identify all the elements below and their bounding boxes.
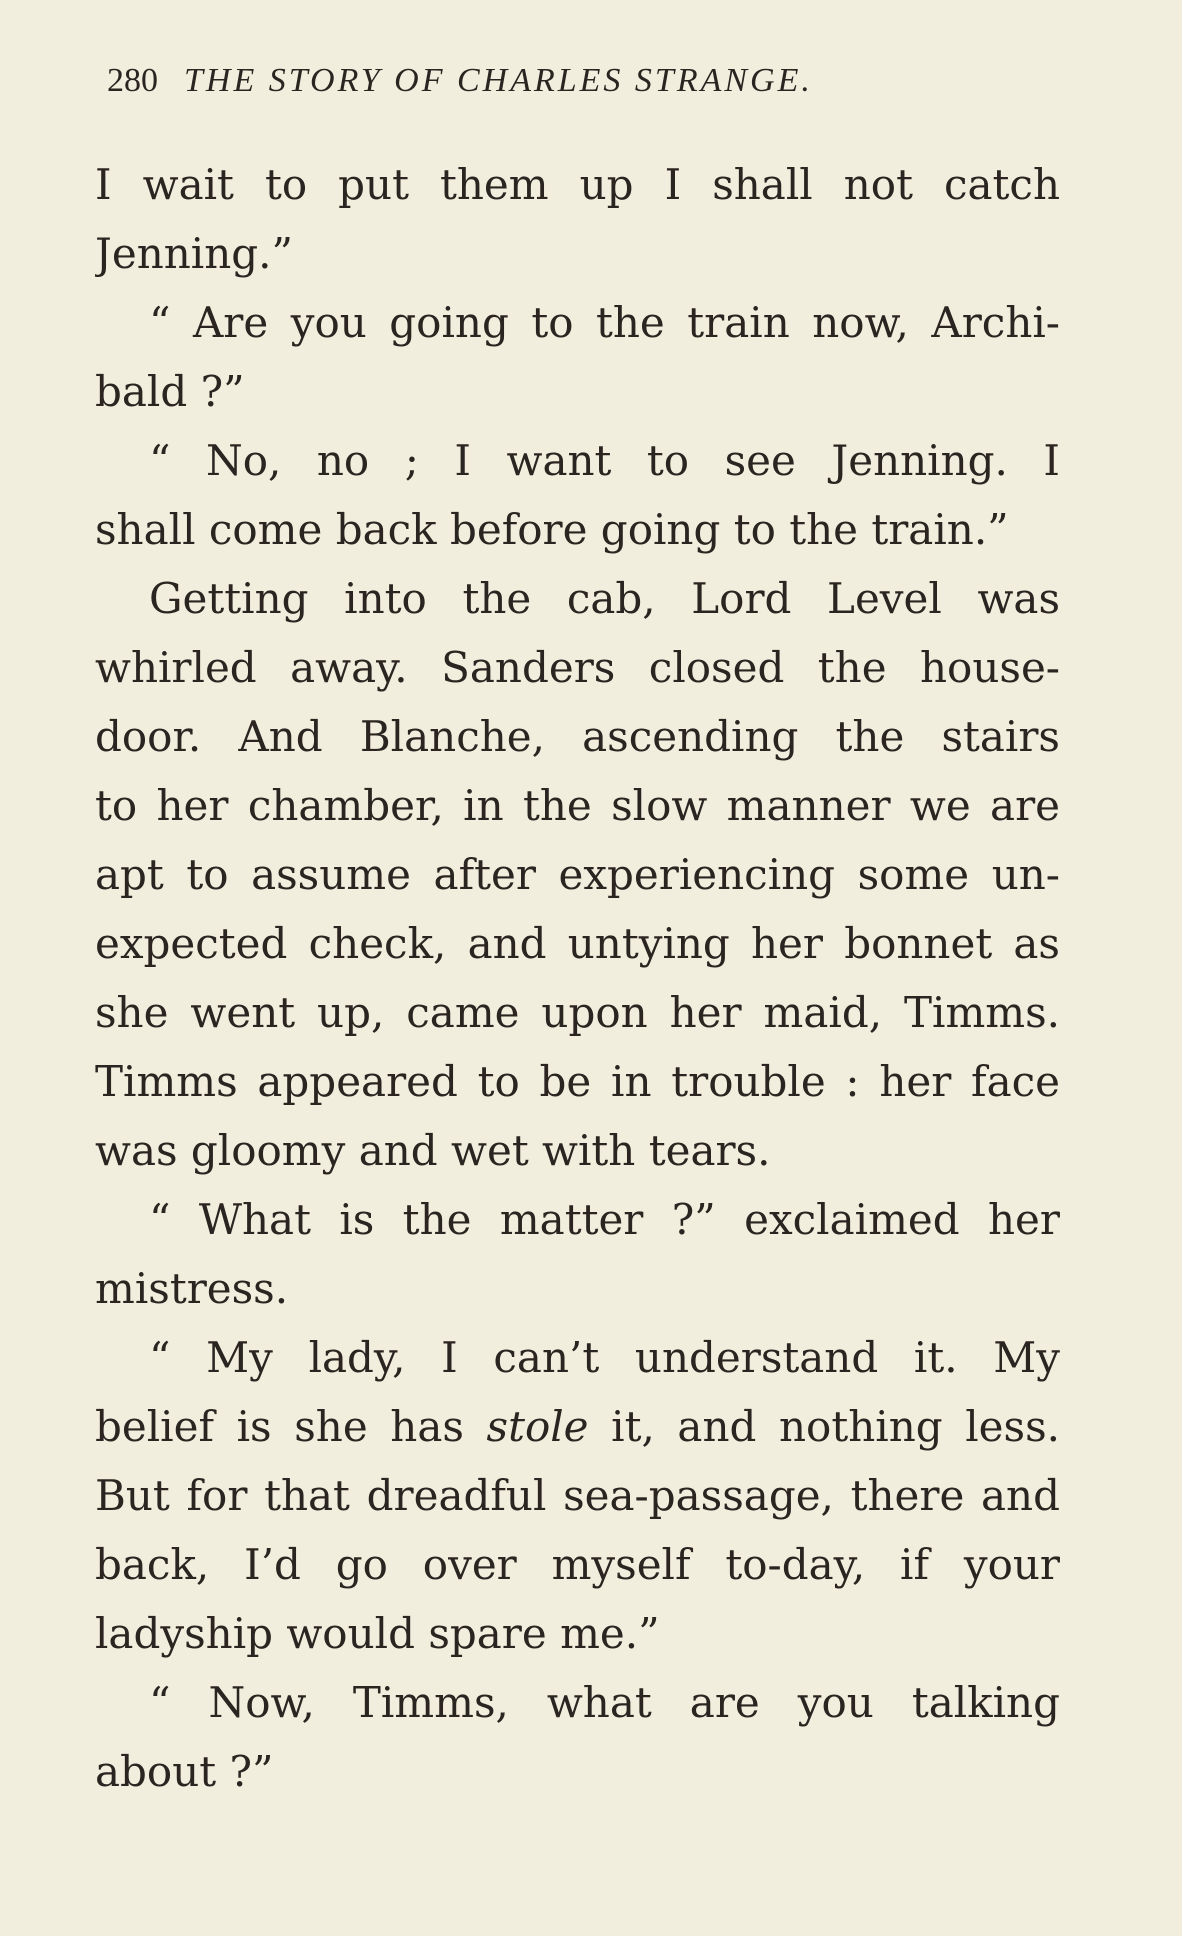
text-line: to her chamber, in the slow manner we are [95, 781, 1060, 830]
text-line: But for that dreadful sea-passage, there and [95, 1471, 1060, 1520]
text-line: “ No, no ; I want to see Jenning. I [149, 436, 1060, 485]
text-line: “ Are you going to the train now, Archi- [149, 298, 1060, 347]
italic-word: stole [486, 1402, 589, 1451]
text-line: whirled away. Sanders closed the house- [95, 643, 1060, 692]
text-line: she went up, came upon her maid, Timms. [95, 988, 1060, 1037]
text-line: door. And Blanche, ascending the stairs [95, 712, 1060, 761]
text-line: Jenning.” [95, 229, 293, 278]
text-line: shall come back before going to the train.” [95, 505, 1009, 554]
text-line: was gloomy and wet with tears. [95, 1126, 771, 1175]
text-segment: belief is she has [95, 1402, 487, 1451]
text-line: “ What is the matter ?” exclaimed her [149, 1195, 1060, 1244]
text-segment: it, and nothing less. [588, 1402, 1060, 1451]
text-line: “ My lady, I can’t understand it. My [149, 1333, 1060, 1382]
body-text [95, 150, 1060, 1806]
text-line: Getting into the cab, Lord Level was [149, 574, 1060, 623]
text-line: “ Now, Timms, what are you talking [149, 1678, 1060, 1727]
text-line: about ?” [95, 1747, 274, 1796]
page-header [107, 62, 1007, 112]
text-line: I wait to put them up I shall not catch [95, 160, 1060, 209]
running-title: THE STORY OF CHARLES STRANGE. [184, 62, 813, 99]
text-line [95, 1392, 1060, 1461]
text-line: ladyship would spare me.” [95, 1609, 660, 1658]
text-line: Timms appeared to be in trouble : her face [95, 1057, 1060, 1106]
text-line: apt to assume after experiencing some un- [95, 850, 1060, 899]
text-line: mistress. [95, 1264, 289, 1313]
text-line: bald ?” [95, 367, 245, 416]
text-line: back, I’d go over myself to-day, if your [95, 1540, 1060, 1589]
page-number: 280 [107, 62, 158, 99]
text-line: expected check, and untying her bonnet as [95, 919, 1060, 968]
